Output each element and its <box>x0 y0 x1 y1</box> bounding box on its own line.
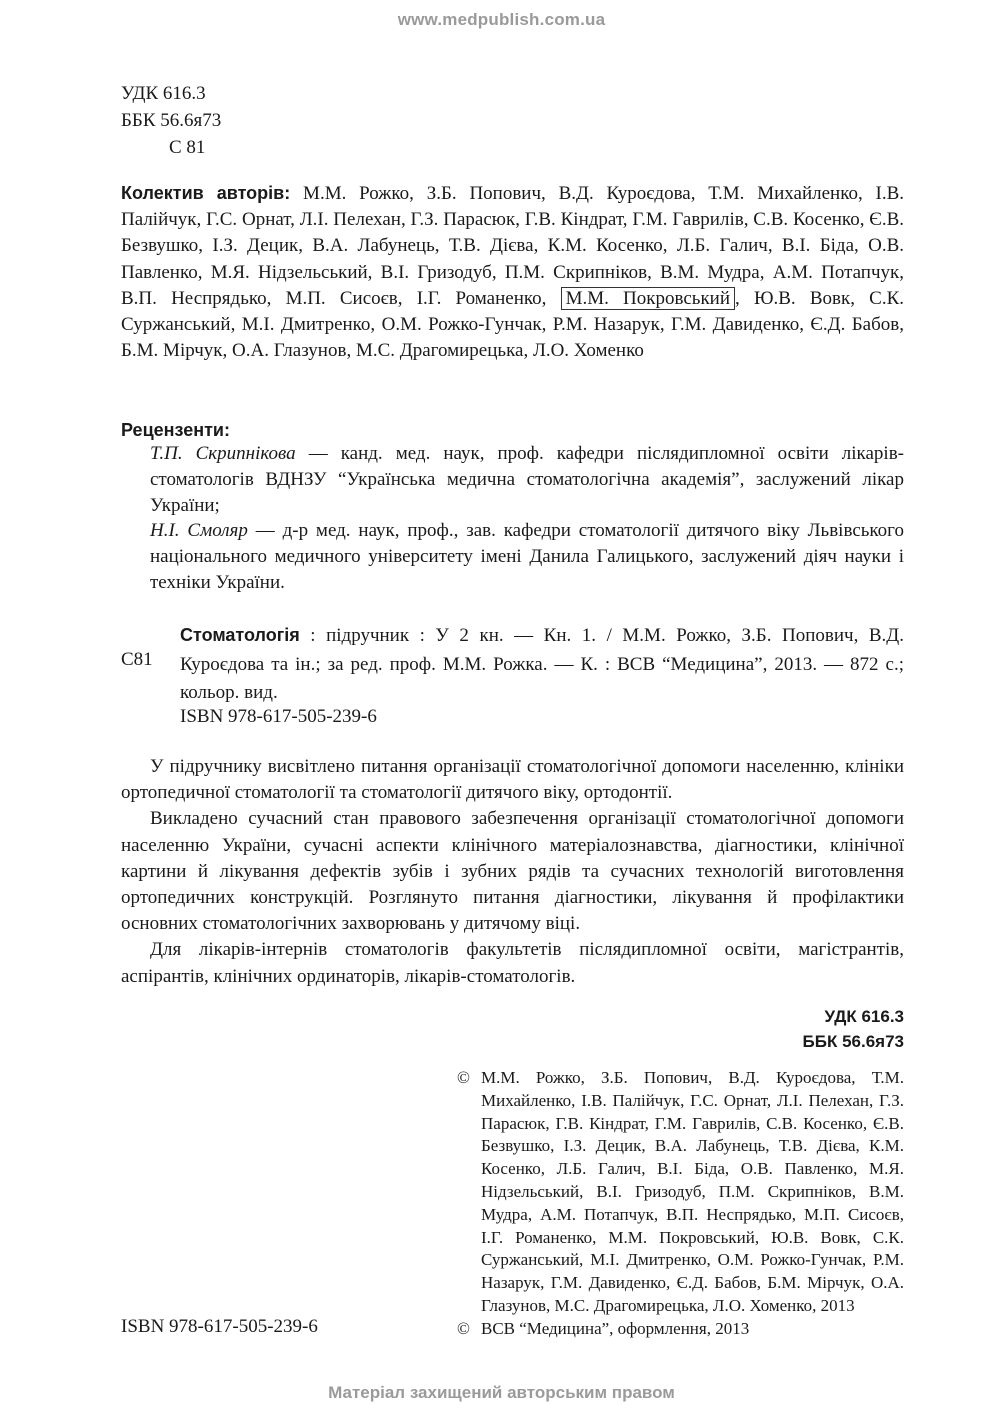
udk-code: УДК 616.3 <box>121 83 206 104</box>
author-mark-code: С 81 <box>169 137 206 158</box>
copyright-publisher: ВСВ “Медицина”, оформлення, 2013 <box>481 1318 750 1338</box>
copyright-symbol: © <box>457 1068 470 1087</box>
authors-highlighted-name: М.М. Покровський <box>561 287 735 310</box>
bbk-code: ББК 56.6я73 <box>121 110 222 131</box>
bbk-right: ББК 56.6я73 <box>802 1032 904 1051</box>
footer-isbn: ISBN 978-617-505-239-6 <box>121 1316 318 1337</box>
reference-code: С81 <box>121 649 153 670</box>
abstract-paragraph: Викладено сучасний стан правового забезпечення організації стоматологічної допомоги населенню України, сучасні аспекти клінічного матеріалознавства, діагностики, клінічної картини й лікування дефектів зубів і зубних рядів та сучасних технологій виготовлення ортопедичних конструкцій. Розглянуто питання діагностики, лікування й профілактики основних стоматологічних захворювань у дитячому віці. <box>121 808 904 935</box>
authors-list-part1: М.М. Рожко, З.Б. Попович, В.Д. Куроєдова, Т.М. Михайленко, І.В. Палійчук, Г.С. Орнат, Л.І. Пелехан, Г.З. Парасюк, Г.В. Кіндрат, Г.М. Гаврилів, С.В. Косенко, Є.В. Безвушко, І.З. Децик, В.А. Лабунець, Т.В. Дієва, К.М. Косенко, Л.Б. Галич, В.І. Біда, О.В. Павленко, М.Я. Нідзельський, В.І. Гризодуб, П.М. Скрипніков, В.М. Мудра, А.М. Потапчук, В.П. Неспрядько, М.П. Сисоєв, І.Г. Романенко, <box>121 183 905 309</box>
classification-codes <box>121 80 221 161</box>
reviewers-label: Рецензенти: <box>121 420 230 440</box>
udk-right: УДК 616.3 <box>824 1007 904 1026</box>
authors-list-part2: , Ю.В. Вовк, С.К. Суржанський, М.І. Дмитренко, О.М. Рожко-Гунчак, Р.М. Назарук, Г.М. Давиденко, Є.Д. Бабов, Б.М. Мірчук, О.А. Глазунов, М.С. Драгомирецька, Л.О. Хоменко <box>121 287 904 362</box>
reviewer-1-text: — канд. мед. наук, проф. кафедри післядипломної освіти лікарів-стоматологів ВДНЗУ “Українська медична стоматологічна академія”, заслужений лікар України; <box>150 443 905 517</box>
copyright-symbol: © <box>457 1318 470 1338</box>
reviewer-2-text: — д-р мед. наук, проф., зав. кафедри стоматології дитячого віку Львівського національного медичного університету імені Данила Галицького, заслужений діяч науки і техніки України. <box>150 520 905 594</box>
reviewer-1 <box>150 441 904 520</box>
abstract-paragraph: Для лікарів-інтернів стоматологів факультетів післядипломної освіти, магістрантів, аспірантів, клінічних ординаторів, лікарів-стоматологів. <box>121 939 904 987</box>
copyright-authors: М.М. Рожко, З.Б. Попович, В.Д. Куроєдова, Т.М. Михайленко, І.В. Палійчук, Г.С. Орнат, Л.І. Пелехан, Г.З. Парасюк, Г.В. Кіндрат, Г.М. Гаврилів, С.В. Косенко, Є.В. Безвушко, І.З. Децик, В.А. Лабунець, Т.В. Дієва, К.М. Косенко, Л.Б. Галич, В.І. Біда, О.В. Павленко, М.Я. Нідзельський, В.І. Гризодуб, П.М. Скрипніков, В.М. Мудра, А.М. Потапчук, В.П. Неспрядько, М.П. Сисоєв, І.Г. Романенко, М.М. Покровський, Ю.В. Вовк, С.К. Суржанський, М.І. Дмитренко, О.М. Рожко-Гунчак, Р.М. Назарук, Г.М. Давиденко, Є.Д. Бабов, Б.М. Мірчук, О.А. Глазунов, М.С. Драгомирецька, Л.О. Хоменко, 2013 <box>481 1068 904 1315</box>
copyright-block <box>457 1067 904 1341</box>
copyright-authors-line <box>457 1067 904 1318</box>
reference-isbn: ISBN 978-617-505-239-6 <box>180 706 377 727</box>
bibliographic-reference <box>180 621 904 708</box>
reference-title: Стоматологія <box>180 625 300 645</box>
reference-text: : підручник : У 2 кн. — Кн. 1. / М.М. Рожко, З.Б. Попович, В.Д. Куроєдова та ін.; за ред. проф. М.М. Рожка. — К. : ВСВ “Медицина”, 2013. — 872 с.; кольор. вид. <box>180 625 904 703</box>
abstract <box>121 754 904 990</box>
reviewer-1-name: Т.П. Скрипнікова <box>150 443 296 464</box>
authors-block <box>121 180 904 364</box>
header-url: www.medpublish.com.ua <box>397 10 606 29</box>
reviewer-2-name: Н.І. Смоляр <box>150 520 248 541</box>
classification-right <box>604 1004 904 1054</box>
reviewer-2 <box>150 518 904 597</box>
abstract-paragraph: У підручнику висвітлено питання організації стоматологічної допомоги населенню, клініки ортопедичної стоматології та стоматології дитячого віку, ортодонтії. <box>121 756 904 804</box>
copyright-notice: Матеріал захищений авторським правом <box>328 1383 675 1402</box>
copyright-publisher-line <box>457 1318 904 1341</box>
authors-label: Колектив авторів: <box>121 183 291 203</box>
